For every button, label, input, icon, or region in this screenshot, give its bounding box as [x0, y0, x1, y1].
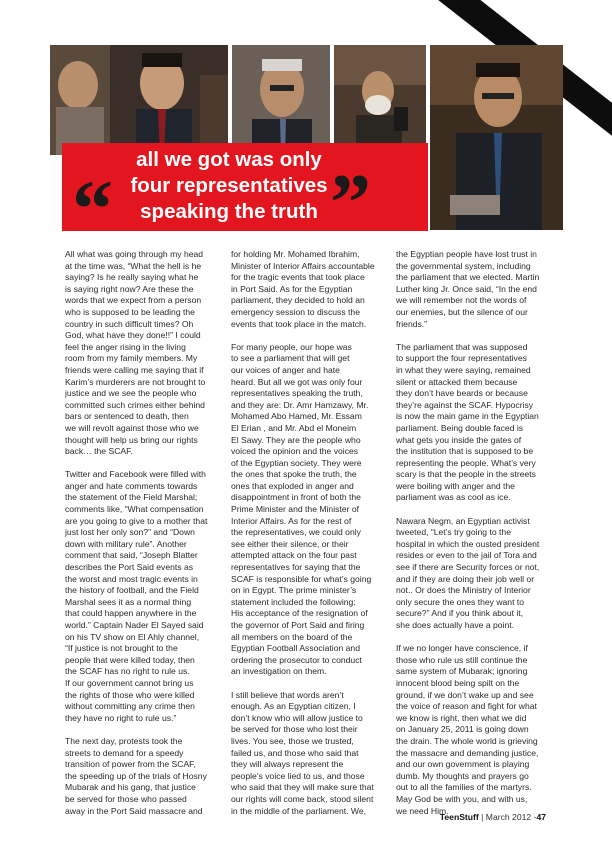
parliament-photo-3 [334, 45, 426, 155]
article-line: His acceptance of the resignation of [231, 608, 368, 619]
article-line: those who rule us still continue the [396, 654, 528, 665]
article-line: who said that they will make sure that [231, 782, 374, 793]
article-line: our rights will come back, stood silent [231, 793, 374, 804]
article-column-2 [231, 249, 398, 829]
article-paragraph [65, 469, 232, 724]
article-line: Twitter and Facebook were filled with [65, 469, 206, 480]
article-line: secure?” And if you think about it, [396, 608, 524, 619]
article-line: that could happen anywhere in the [65, 608, 197, 619]
article-line: and our own government is playing [396, 759, 530, 770]
article-line: were boiling with anger and the [396, 480, 515, 491]
article-line: Egyptian Football Association and [231, 643, 360, 654]
article-line: what gets you inside the gates of [396, 434, 522, 445]
article-line: for the tragic events that took place [231, 272, 365, 283]
article-line: are you going to give to a mother that [65, 515, 208, 526]
article-line: Marshal sees it as a normal thing [65, 596, 192, 607]
article-line: saying? Is he really saying what he [65, 272, 199, 283]
article-line: representing the people. What’s very [396, 457, 536, 468]
article-line: For many people, our hope was [231, 341, 352, 352]
article-line: she does actually have a point. [396, 620, 515, 630]
magazine-name: TeenStuff [439, 812, 479, 822]
article-line: thought will help us bring our rights [65, 434, 198, 445]
article-line: the history of football, and the Field [65, 585, 199, 596]
article-line: the parliament that we elected. Martin [396, 272, 540, 283]
article-line: they don’t have beards or because [396, 388, 528, 399]
article-line: I still believe that words aren’t [231, 689, 344, 700]
article-paragraph [231, 342, 398, 678]
parliament-photo-2 [232, 45, 330, 155]
article-line: scary is that the people in the streets [396, 469, 536, 480]
article-paragraph [396, 342, 563, 504]
article-line: in what they were saying, remained [396, 364, 531, 375]
article-line: enough. As an Egyptian citizen, I [231, 701, 356, 712]
article-line: don’t know who will allow justice to [231, 712, 363, 723]
article-line: attempted attack on the four past [231, 550, 357, 561]
article-line: at the time was, “What the hell is he [65, 260, 202, 271]
article-line: Nawara Negm, an Egyptian activist [396, 515, 530, 526]
article-line: Karim’s murderers are not brought to [65, 376, 206, 387]
article-line: Minister of Interior Affairs accountable [231, 260, 375, 271]
article-line: describes the Port Said events as [65, 562, 194, 573]
article-line: for holding Mr. Mohamed Ibrahim, [231, 249, 360, 259]
article-line: silent or attacked them because [396, 376, 518, 387]
page-footer [440, 812, 546, 822]
article-column-1 [65, 249, 232, 829]
pull-quote-line: speaking the truth [140, 200, 318, 223]
page-number: 47 [536, 812, 546, 822]
article-line: committed such crimes either behind [65, 399, 205, 410]
article-line: room from my family members. My [65, 353, 198, 364]
article-line: people that were killed today, then [65, 654, 195, 665]
article-line: in Port Said. As for the Egyptian [231, 283, 353, 294]
article-line: we will remember not the words of [396, 295, 527, 306]
article-line: representatives speaking the truth, [231, 388, 363, 399]
article-line: voiced the opinion and the voices [231, 446, 359, 457]
article-line: hospital in which the ousted president [396, 538, 540, 549]
pull-quote-line: four representatives [130, 174, 328, 197]
article-paragraph [65, 736, 232, 817]
article-line: the institution that is supposed to be [396, 446, 534, 457]
article-line: without committing any crime then [65, 701, 195, 712]
article-line: an investigation on them. [231, 666, 327, 677]
article-line: our voices of anger and hate [231, 364, 340, 375]
article-line: they have no right to rule us.” [65, 712, 177, 723]
article-line: If we no longer have conscience, if [396, 643, 528, 654]
article-line: lives. You see, those we trusted, [231, 735, 354, 746]
article-line: feel the anger rising in the living [65, 341, 186, 352]
article-line: the Egyptian people have lost trust in [396, 249, 537, 259]
article-line: all members on the board of the [231, 631, 353, 642]
article-line: back… the SCAF. [65, 446, 133, 457]
article-line: bars or sentenced to death, then [65, 411, 189, 422]
article-line: see if there are Security forces or not, [396, 562, 540, 573]
article-line: they’re against the SCAF. Hypocrisy [396, 399, 534, 410]
article-line: words that we expect from a person [65, 295, 202, 306]
article-line: Luther king Jr. Once said, “In the end [396, 283, 537, 294]
article-line: the voice of reason and fight for what [396, 701, 537, 712]
article-line: El Erian , and Mr. Abd el Moneim [231, 422, 357, 433]
article-line: justice and we see the people who [65, 388, 197, 399]
article-line: world.” Captain Nader El Sayed said [65, 620, 204, 630]
article-line: the worst and most tragic events in [65, 573, 198, 584]
article-line: Mohamed Abo Hamed, Mr. Essam [231, 411, 362, 422]
article-line: down with military rule”. Another [65, 538, 187, 549]
article-line: in the middle of the parliament. We, [231, 805, 367, 816]
article-line: “If justice is not brought to the [65, 643, 178, 654]
article-line: who is supposed to be leading the [65, 306, 195, 317]
issue-date: March 2012 - [485, 812, 537, 822]
article-line: SCAF is responsible for what’s going [231, 573, 372, 584]
article-line: be served for those who passed [65, 793, 187, 804]
parliament-photo-1 [50, 45, 228, 155]
article-paragraph [396, 643, 563, 817]
article-line: representatives for saying that the [231, 562, 361, 573]
article-line: the massacre and demanding justice, [396, 747, 539, 758]
parliament-photo-4 [430, 45, 563, 230]
article-line: ordering the prosecutor to conduct [231, 654, 362, 665]
article-line: away in the Port Said massacre and [65, 805, 203, 816]
article-line: All what was going through my head [65, 249, 204, 259]
article-line: country in such difficult times? Oh [65, 318, 194, 329]
article-line: we will revolt against those who we [65, 422, 199, 433]
article-line: out to all the families of the martyrs. [396, 782, 532, 793]
article-line: resides or even to the jail of Tora and [396, 550, 537, 561]
article-line: is saying right now? Are these the [65, 283, 194, 294]
article-line: transition of power from the SCAF, [65, 759, 196, 770]
article-line: ones that exploded in anger and [231, 480, 354, 491]
article-line: people’s voice lied to us, and those [231, 770, 365, 781]
article-line: same system of Mubarak; ignoring [396, 666, 528, 677]
article-line: we know is right, then what we did [396, 712, 527, 723]
pull-quote-line: all we got was only [136, 148, 322, 171]
article-line: on January 25, 2011 is going down [396, 724, 529, 735]
article-line: only secure the ones they want to [396, 596, 525, 607]
article-line: El Sawy. They are the people who [231, 434, 361, 445]
pull-quote [118, 147, 340, 225]
article-line: the representatives, we could only [231, 527, 361, 538]
article-line: to see a parliament that will get [231, 353, 350, 364]
article-line: anger and hate comments towards [65, 480, 198, 491]
open-quote-icon: “ [72, 163, 113, 254]
article-line: May God be with you, and with us, [396, 793, 528, 804]
article-line: streets to demand for a speedy [65, 747, 184, 758]
article-line: and they are: Dr. Amr Hamzawy, Mr. [231, 399, 369, 410]
article-line: Mubarak and his gang, that justice [65, 782, 196, 793]
article-line: The parliament that was supposed [396, 341, 528, 352]
article-line: we need Him. [396, 805, 449, 816]
article-line: comment that said, “Joseph Blatter [65, 550, 198, 561]
article-line: The next day, protests took the [65, 735, 183, 746]
article-line: heard. But all we got was only four [231, 376, 363, 387]
footer-separator: | [478, 812, 486, 822]
article-paragraph [396, 249, 563, 330]
article-line: the drain. The whole world is grieving [396, 735, 538, 746]
article-line: failed us, and those who said that [231, 747, 359, 758]
article-line: dumb. My thoughts and prayers go [396, 770, 529, 781]
article-line: parliament. Being double faced is [396, 422, 524, 433]
article-line: innocent blood being spilt on the [396, 677, 520, 688]
article-line: Interior Affairs. As for the rest of [231, 515, 352, 526]
article-line: the ones that spoke the truth, the [231, 469, 357, 480]
article-line: on his TV show on El Ahly channel, [65, 631, 200, 642]
article-line: the governor of Port Said and firing [231, 620, 365, 630]
article-line: emergency session to discuss the [231, 306, 360, 317]
article-line: on in Egypt. The prime minister’s [231, 585, 357, 596]
article-line: parliament was as cool as ice. [396, 492, 511, 503]
article-paragraph [231, 249, 398, 330]
article-line: the rights of those who were killed [65, 689, 195, 700]
article-line: events that took place in the match. [231, 318, 367, 329]
article-paragraph [65, 249, 232, 458]
article-line: see either their silence, or their [231, 538, 349, 549]
article-line: the SCAF has no right to rule us. [65, 666, 190, 677]
article-column-3 [396, 249, 563, 829]
article-line: Prime Minister and the Minister of [231, 504, 359, 515]
article-line: the governmental system, including [396, 260, 531, 271]
article-paragraph [231, 690, 398, 818]
article-line: our enemies, but the silence of our [396, 306, 528, 317]
article-paragraph [396, 516, 563, 632]
article-line: comments like, “What compensation [65, 504, 204, 515]
article-line: the statement of the Field Marshal; [65, 492, 198, 503]
article-line: is now the main game in the Egyptian [396, 411, 539, 422]
article-line: disappointment in front of both the [231, 492, 361, 503]
article-line: of the Egyptian society. They were [231, 457, 362, 468]
article-line: statement included the following: [231, 596, 356, 607]
article-line: friends were calling me saying that if [65, 364, 204, 375]
article-line: ground, if we don’t wake up and see [396, 689, 534, 700]
close-quote-icon: ” [330, 157, 371, 248]
article-line: parliament, they decided to hold an [231, 295, 365, 306]
article-line: just lost her only son?” and “Down [65, 527, 195, 538]
article-line: not.. Or does the Ministry of Interior [396, 585, 531, 596]
article-line: the speeding up of the trials of Hosny [65, 770, 207, 781]
article-line: tweeted, “Let’s try going to the [396, 527, 511, 538]
article-line: they will always represent the [231, 759, 344, 770]
article-line: and if they are doing their job well or [396, 573, 535, 584]
article-line: God, what have they done!!” I could [65, 330, 201, 341]
article-line: to support the four representatives [396, 353, 527, 364]
article-line: friends.” [396, 318, 428, 329]
article-line: If our government cannot bring us [65, 677, 194, 688]
article-line: be served for those who lost their [231, 724, 358, 735]
